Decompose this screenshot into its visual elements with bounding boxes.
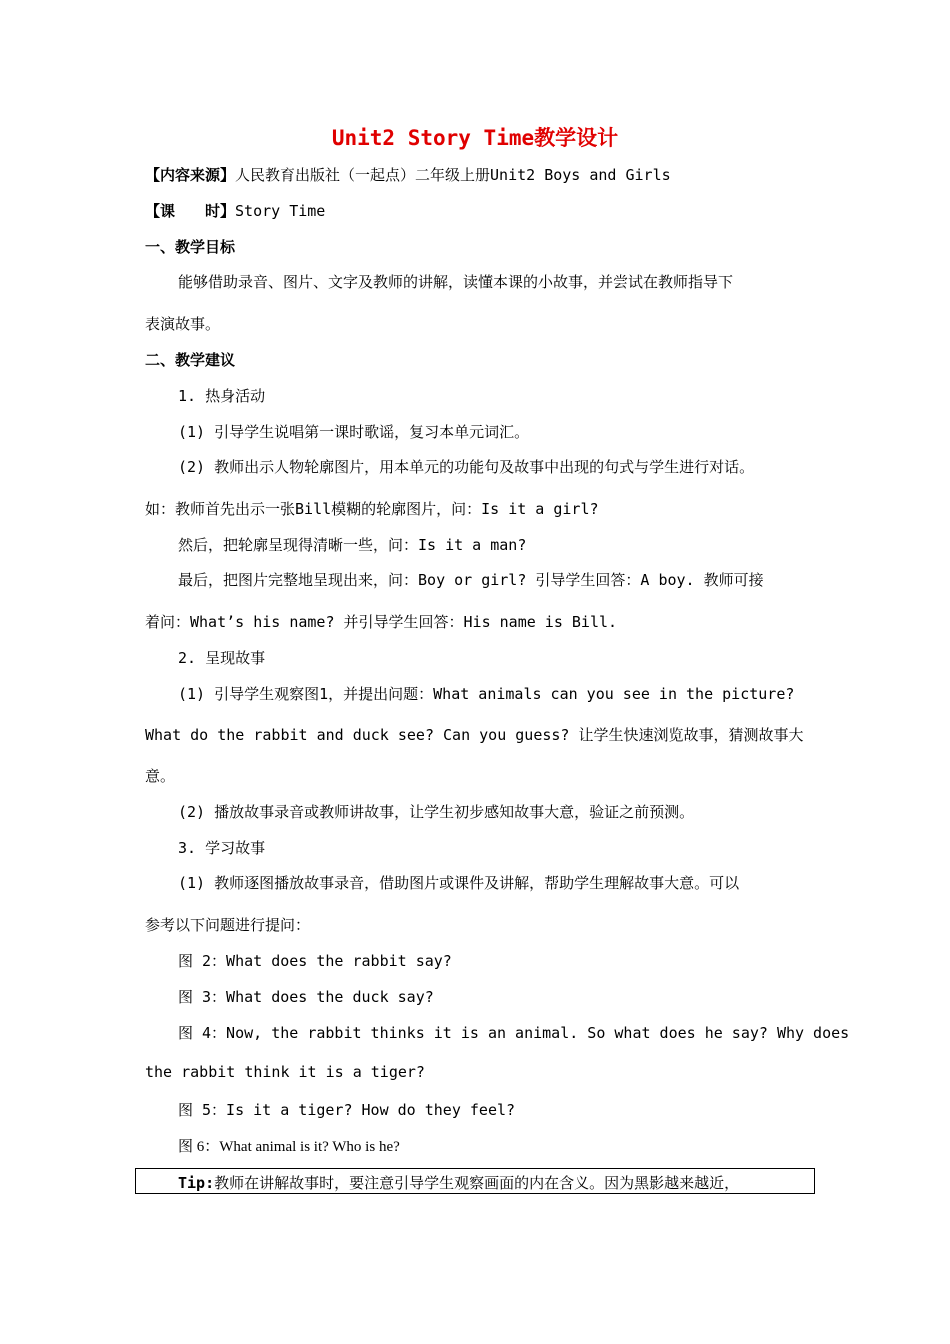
paragraph-line: 最后，把图片完整地呈现出来，问：Boy or girl? 引导学生回答：A boy. 教师可接: [178, 571, 764, 589]
step-heading: 1. 热身活动: [178, 387, 266, 405]
question-line: 图 3：What does the duck say?: [178, 988, 434, 1006]
question-line: 图 2：What does the rabbit say?: [178, 952, 452, 970]
paragraph-line: (1) 教师逐图播放故事录音，借助图片或课件及讲解，帮助学生理解故事大意。可以: [178, 874, 740, 892]
paragraph-line: What do the rabbit and duck see? Can you guess? 让学生快速浏览故事，猜测故事大: [145, 726, 804, 744]
paragraph-line: (2) 播放故事录音或教师讲故事，让学生初步感知故事大意，验证之前预测。: [178, 803, 695, 821]
paragraph-line: 参考以下问题进行提问：: [145, 916, 311, 934]
paragraph-line: 能够借助录音、图片、文字及教师的讲解，读懂本课的小故事，并尝试在教师指导下: [178, 273, 734, 291]
step-heading: 2. 呈现故事: [178, 649, 266, 667]
tip-text: 教师在讲解故事时，要注意引导学生观察画面的内在含义。因为黑影越来越近，: [214, 1174, 740, 1192]
source-line: [145, 164, 671, 185]
paragraph-line: 着问：What’s his name? 并引导学生回答：His name is Bill.: [145, 613, 618, 631]
period-text: Story Time: [235, 202, 326, 220]
paragraph-line: (1) 引导学生观察图1，并提出问题：What animals can you see in the picture?: [178, 685, 795, 703]
paragraph-line: (1) 引导学生说唱第一课时歌谣，复习本单元词汇。: [178, 423, 530, 441]
step-heading: 3. 学习故事: [178, 839, 266, 857]
source-label: 【内容来源】: [145, 166, 236, 184]
question-line: 图 6：What animal is it? Who is he?: [178, 1139, 400, 1155]
paragraph-line: 然后，把轮廓呈现得清晰一些，问：Is it a man?: [178, 536, 527, 554]
tip-box: [135, 1168, 815, 1194]
question-line: 图 4：Now, the rabbit thinks it is an animal. So what does he say? Why does: [178, 1024, 850, 1042]
tip-text-line: [178, 1172, 739, 1193]
tip-label: Tip:: [178, 1174, 215, 1192]
paragraph-line: 表演故事。: [145, 315, 221, 333]
question-line: 图 5：Is it a tiger? How do they feel?: [178, 1101, 516, 1119]
paragraph-line: 意。: [145, 767, 176, 785]
paragraph-line: (2) 教师出示人物轮廓图片，用本单元的功能句及故事中出现的句式与学生进行对话。: [178, 458, 755, 476]
document-title: Unit2 Story Time教学设计: [331, 126, 619, 150]
section-heading-goals: 一、教学目标: [145, 238, 236, 256]
period-label: 【课 时】: [145, 202, 236, 220]
source-text: 人民教育出版社（一起点）二年级上册Unit2 Boys and Girls: [235, 166, 671, 184]
question-line: the rabbit think it is a tiger?: [145, 1063, 425, 1081]
section-heading-suggestions: 二、教学建议: [145, 351, 236, 369]
paragraph-line: 如：教师首先出示一张Bill模糊的轮廓图片，问：Is it a girl?: [145, 500, 599, 518]
period-line: [145, 200, 325, 221]
